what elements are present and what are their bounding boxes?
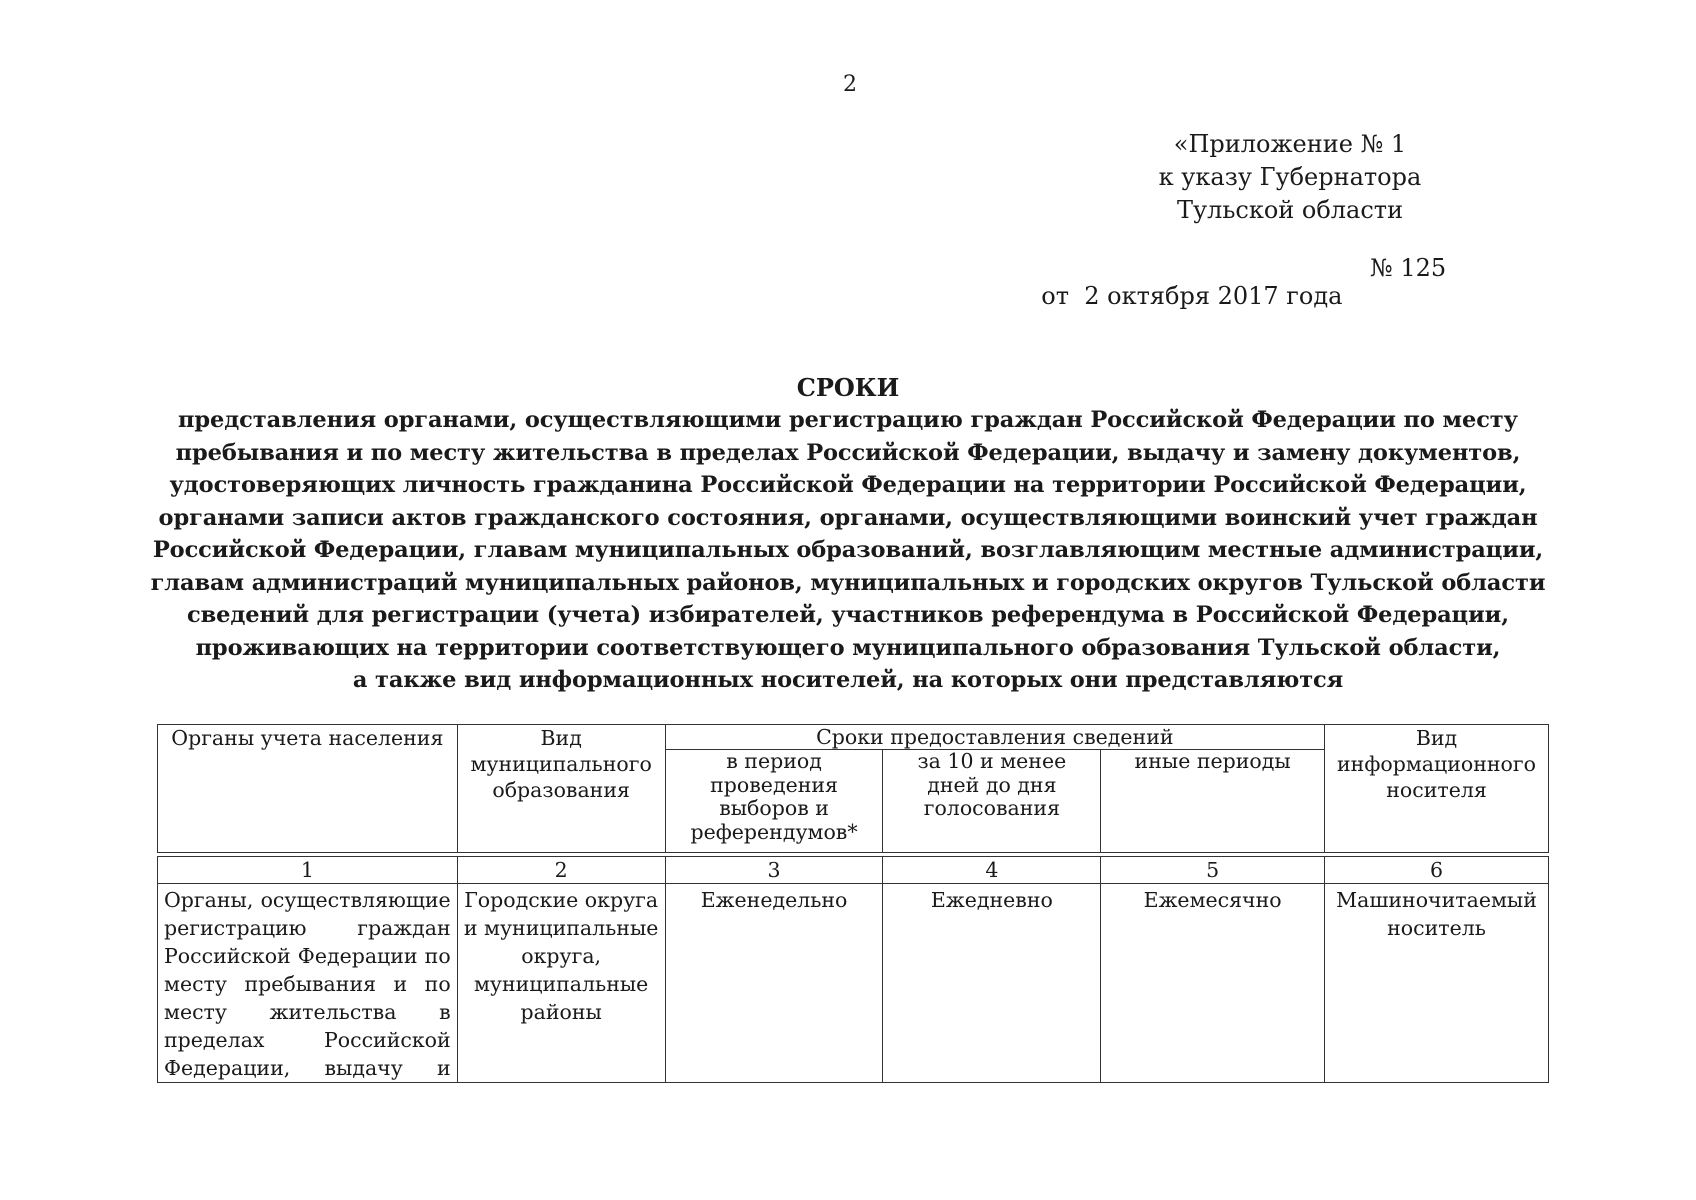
document-title: СРОКИ (796, 373, 900, 402)
subtitle-line: главам администраций муниципальных районов, муниципальных и городских округов Тульской области (150, 569, 1546, 596)
header-cell-municipality-type: Вид муниципального образования (457, 725, 665, 853)
column-number: 5 (1101, 857, 1325, 884)
cell-municipality-type: Городские округа и муниципальные округа, муниципальные районы (457, 884, 665, 1083)
page-number: 2 (843, 72, 857, 97)
cell-line: месту жительства в (164, 1000, 451, 1024)
decree-date: от 2 октября 2017 года (1041, 282, 1343, 310)
column-number: 3 (665, 857, 883, 884)
subtitle-line: Российской Федерации, главам муниципальных образований, возглавляющим местные администрации, (152, 537, 1544, 563)
column-number: 6 (1325, 857, 1549, 884)
header-cell-deadlines-group: Сроки предоставления сведений (665, 725, 1324, 750)
cell-line: регистрацию граждан (164, 916, 451, 940)
subtitle-line: проживающих на территории соответствующего муниципального образования Тульской области, (195, 634, 1501, 661)
cell-registry-bodies (158, 884, 458, 1083)
appendix-header (1140, 128, 1440, 227)
subtitle-line: сведений для регистрации (учета) избирателей, участников референдума в Российской Федерации, (186, 602, 1509, 628)
subtitle-line: пребывания и по месту жительства в пределах Российской Федерации, выдачу и замену документов, (175, 439, 1521, 466)
header-cell-election-period: в период проведения выборов и референдумов* (665, 750, 883, 853)
subtitle-line: а также вид информационных носителей, на которых они представляются (352, 667, 1344, 693)
cell-line: месту пребывания и по (164, 972, 451, 996)
decree-number: № 125 (1370, 254, 1447, 282)
column-number: 2 (457, 857, 665, 884)
decree-date-number (1026, 254, 1447, 338)
header-cell-10-days: за 10 и менее дней до дня голосования (883, 750, 1101, 853)
cell-media-type: Машиночитаемый носитель (1325, 884, 1549, 1083)
appendix-line: Тульской области (1176, 196, 1404, 224)
header-cell-population-registry: Органы учета населения (158, 725, 458, 853)
header-cell-media-type: Вид информационного носителя (1325, 725, 1549, 853)
appendix-line: к указу Губернатора (1158, 163, 1422, 191)
cell-10-days: Ежедневно (883, 884, 1101, 1083)
cell-line: Российской Федерации по (164, 944, 451, 968)
column-number: 4 (883, 857, 1101, 884)
cell-other-periods: Ежемесячно (1101, 884, 1325, 1083)
column-number-row (158, 857, 1549, 884)
table-row (158, 884, 1549, 1083)
cell-line: Федерации, выдачу и (164, 1056, 451, 1080)
cell-line: Органы, осуществляющие (164, 888, 451, 912)
table-header-row (158, 725, 1549, 750)
document-title-block (140, 372, 1556, 697)
subtitle-line: представления органами, осуществляющими регистрацию граждан Российской Федерации по месту (178, 407, 1518, 433)
appendix-line: «Приложение № 1 (1173, 130, 1407, 158)
subtitle-line: удостоверяющих личность гражданина Российской Федерации на территории Российской Федерации, (169, 472, 1527, 498)
subtitle-line: органами записи актов гражданского состояния, органами, осуществляющими воинский учет граждан (158, 504, 1538, 531)
deadlines-table (157, 724, 1549, 1083)
header-cell-other-periods: иные периоды (1101, 750, 1325, 853)
cell-election-period: Еженедельно (665, 884, 883, 1083)
cell-line: пределах Российской (164, 1028, 451, 1052)
column-number: 1 (158, 857, 458, 884)
